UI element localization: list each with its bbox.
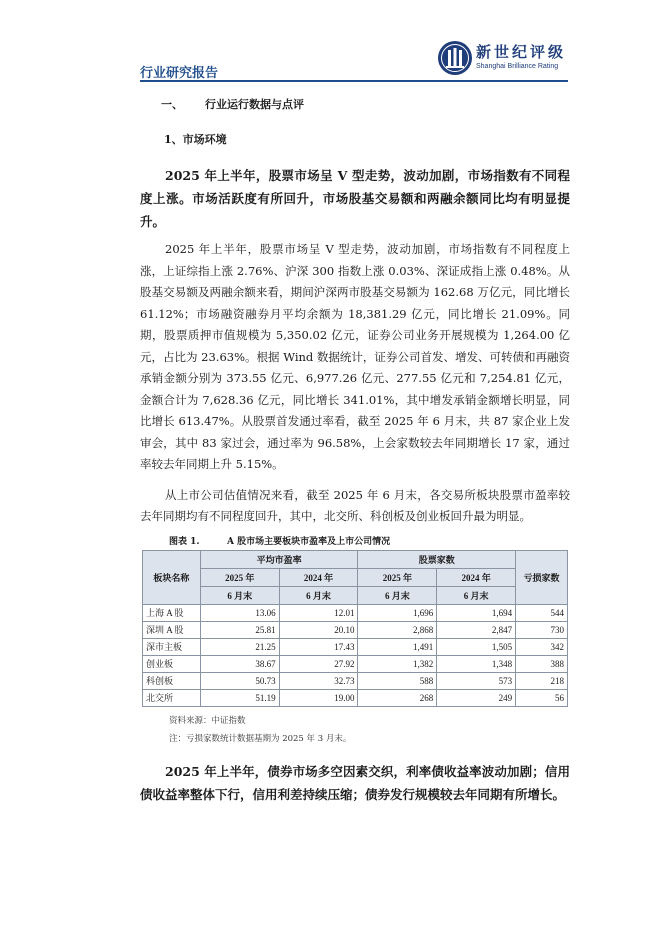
count-2025-cell: 2,868 [358,621,437,638]
pe-2025-cell: 38.67 [200,655,279,672]
count-2025-cell: 1,491 [358,638,437,655]
header-board-name: 板块名称 [143,550,201,604]
header-loss-count: 亏损家数 [516,550,568,604]
count-2024-cell: 573 [437,672,516,689]
header-pe-2024: 2024 年 [279,568,358,586]
table-footnote: 注：亏损家数统计数据基期为 2025 年 3 月末。 [169,733,352,744]
pe-2024-cell: 12.01 [279,604,358,621]
pe-2024-cell: 20.10 [279,621,358,638]
board-name-cell: 深市主板 [143,638,201,655]
count-2024-cell: 2,847 [437,621,516,638]
company-logo-english: Shanghai Brilliance Rating [476,63,559,70]
pe-2025-cell: 21.25 [200,638,279,655]
lead-summary-paragraph: 2025 年上半年，股票市场呈 V 型走势，波动加剧，市场指数有不同程度上涨。市场活跃度有所回升，市场股基交易额和两融余额同比均有明显提升。 [140,168,570,229]
section-title: 行业运行数据与点评 [205,98,304,111]
header-count-2025: 2025 年 [358,568,437,586]
subsection-heading: 1、市场环境 [164,133,227,146]
header-pe-2025: 2025 年 [200,568,279,586]
table-row [143,638,568,655]
table-source: 资料来源：中证指数 [169,715,246,726]
header-pe-2025-month: 6 月末 [200,586,279,604]
pe-2024-cell: 19.00 [279,689,358,706]
table-caption [140,534,570,550]
report-type-title: 行业研究报告 [140,66,219,81]
board-valuation-table [142,550,568,707]
header-average-pe: 平均市盈率 [200,550,358,568]
count-2024-cell: 1,348 [437,655,516,672]
board-name-cell: 创业板 [143,655,201,672]
table-row [143,621,568,638]
pe-2025-cell: 13.06 [200,604,279,621]
count-2024-cell: 249 [437,689,516,706]
pe-2024-cell: 32.73 [279,672,358,689]
table-row [143,672,568,689]
board-name-cell: 北交所 [143,689,201,706]
table-caption-title: A 股市场主要板块市盈率及上市公司情况 [227,536,391,547]
loss-count-cell: 218 [516,672,568,689]
loss-count-cell: 730 [516,621,568,638]
header-listed-count: 股票家数 [358,550,516,568]
company-logo-name: 新世纪评级 [476,43,567,61]
count-2025-cell: 1,382 [358,655,437,672]
header-pe-2024-month: 6 月末 [279,586,358,604]
market-environment-paragraph: 2025 年上半年，股票市场呈 V 型走势，波动加剧，市场指数有不同程度上涨，上证综指上涨 2.76%、沪深 300 指数上涨 0.03%、深证成指上涨 0.48%。从股基交易额及两融余额来看，期间沪深两市股基交易额为 162.68 万亿元，同比增长 61.12%；市场融资融券月平均余额为 18,381.29 亿元，同比增长 21.09%。同期，股票质押市值规模为 5,350.02 亿元，证券公司业务开展规模为 1,264.00 亿元，占比为 23.63%。根据 Wind 数据统计，证券公司首发、增发、可转债和再融资承销金额分别为 373.55 亿元、6,977.26 亿元、277.55 亿元和 7,254.81 亿元，金额合计为 7,628.36 亿元，同比增长 341.01%，其中增发承销金额增长明显，同比增长 613.47%。从股票首发通过率看，截至 2025 年 6 月末，共 87 家企业上发审会，其中 83 家过会，通过率为 96.58%，上会家数较去年同期增长 17 家，通过率较去年同期上升 5.15%。 [140,242,570,471]
table-notes [140,712,570,748]
report-body [140,88,570,806]
header-count-2024: 2024 年 [437,568,516,586]
count-2024-cell: 1,505 [437,638,516,655]
pe-2025-cell: 25.81 [200,621,279,638]
board-name-cell: 深圳 A 股 [143,621,201,638]
pe-2025-cell: 51.19 [200,689,279,706]
loss-count-cell: 56 [516,689,568,706]
valuation-paragraph: 从上市公司估值情况来看，截至 2025 年 6 月末，各交易所板块股票市盈率较去年同期均有不同程度回升，其中，北交所、科创板及创业板回升最为明显。 [140,487,570,523]
section-heading [140,96,570,113]
header-divider [140,80,568,82]
pe-2024-cell: 27.92 [279,655,358,672]
count-2025-cell: 1,696 [358,604,437,621]
company-logo-emblem [437,40,473,76]
table-row [143,689,568,706]
board-name-cell: 上海 A 股 [143,604,201,621]
board-name-cell: 科创板 [143,672,201,689]
count-2025-cell: 588 [358,672,437,689]
section-number: 一、 [161,98,183,111]
header-count-2024-month: 6 月末 [437,586,516,604]
loss-count-cell: 544 [516,604,568,621]
pe-2025-cell: 50.73 [200,672,279,689]
table-row [143,604,568,621]
loss-count-cell: 388 [516,655,568,672]
count-2025-cell: 268 [358,689,437,706]
bond-market-lead-paragraph: 2025 年上半年，债券市场多空因素交织，利率债收益率波动加剧；信用债收益率整体下行，信用利差持续压缩；债券发行规模较去年同期有所增长。 [140,763,570,802]
loss-count-cell: 342 [516,638,568,655]
table-row [143,655,568,672]
table-caption-label: 图表 1. [169,536,200,547]
count-2024-cell: 1,694 [437,604,516,621]
header-count-2025-month: 6 月末 [358,586,437,604]
pe-2024-cell: 17.43 [279,638,358,655]
